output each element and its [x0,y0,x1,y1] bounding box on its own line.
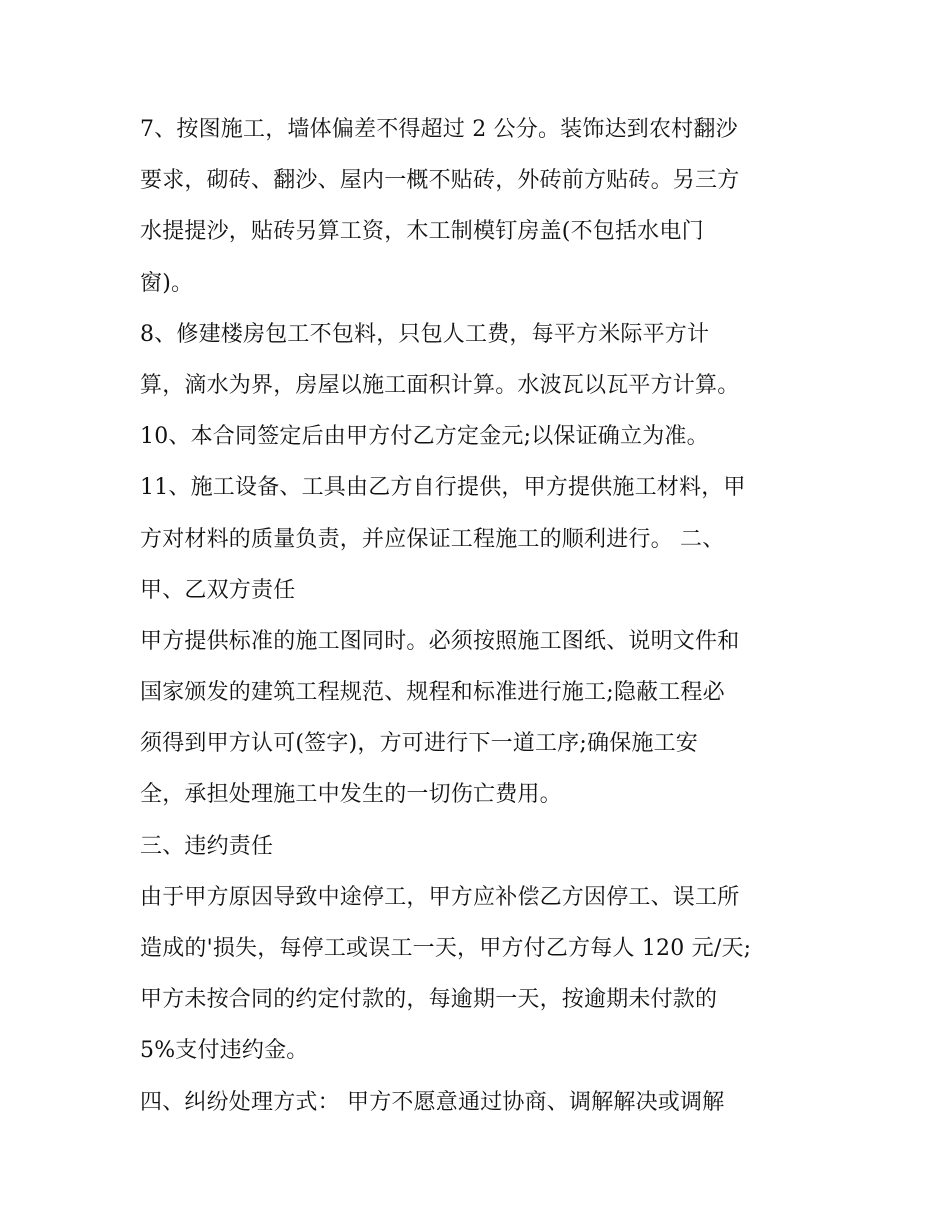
text-line: 甲方提供标准的施工图同时。必须按照施工图纸、说明文件和 [140,628,740,654]
text-line: 10、本合同签定后由甲方付乙方定金元;以保证确立为准。 [140,424,709,450]
text-line: 甲方未按合同的约定付款的，每逾期一天，按逾期未付款的 [140,987,718,1013]
section-heading: 四、纠纷处理方式： 甲方不愿意通过协商、调解解决或调解 [140,1089,725,1115]
text-line: 窗)。 [140,270,194,296]
section-heading: 三、违约责任 [140,833,274,859]
text-line: 7、按图施工，墙体偏差不得超过 2 公分。装饰达到农村翻沙 [140,117,738,142]
text-line: 须得到甲方认可(签字)，方可进行下一道工序;确保施工安 [140,731,698,757]
text-line: 全，承担处理施工中发生的一切伤亡费用。 [140,782,562,808]
text-line: 要求，砌砖、翻沙、屋内一概不贴砖，外砖前方贴砖。另三方 [140,168,740,194]
text-line: 5%支付违约金。 [140,1038,309,1064]
text-line: 国家颁发的建筑工程规范、规程和标准进行施工;隐蔽工程必 [140,680,725,706]
text-line: 8、修建楼房包工不包料，只包人工费，每平方米际平方计 [140,321,710,347]
text-line: 算，滴水为界，房屋以施工面积计算。水波瓦以瓦平方计算。 [140,372,740,398]
text-line: 水提提沙，贴砖另算工资，木工制模钉房盖(不包括水电门 [140,219,704,245]
text-line: 由于甲方原因导致中途停工，甲方应补偿乙方因停工、误工所 [140,884,740,910]
text-line: 方对材料的质量负责，并应保证工程施工的顺利进行。 二、 [140,526,725,552]
text-line: 造成的'损失，每停工或误工一天，甲方付乙方每人 120 元/天; [140,936,752,961]
section-heading: 甲、乙双方责任 [140,577,296,603]
text-line: 11、施工设备、工具由乙方自行提供，甲方提供施工材料，甲 [140,475,746,501]
document-body [140,104,820,1128]
